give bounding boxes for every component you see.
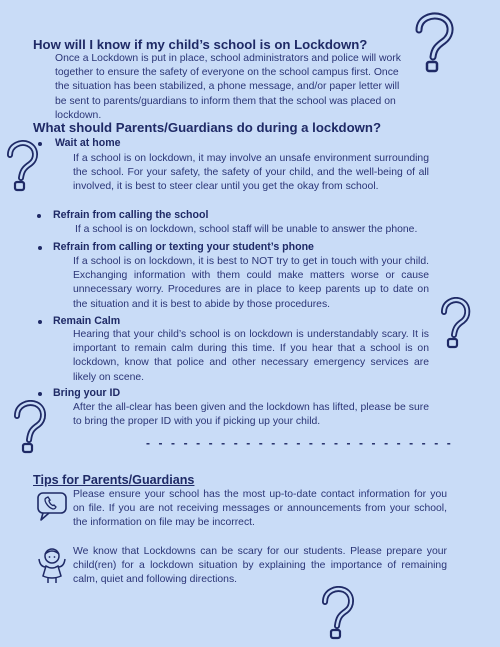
question-mark-icon xyxy=(410,12,456,76)
bullet-body-refrain-texting: If a school is on lockdown, it is best to NOT try to get in touch with your child. Exchanging information with them could make matters worse or cause unnecessary worry. Procedures are in place to keep parents up to date on the situation and it is best to abide by those procedures. xyxy=(73,256,429,310)
dashed-divider: - - - - - - - - - - - - - - - - - - - - - - - - - xyxy=(146,436,454,450)
section-heading-lockdown-notice: How will I know if my child’s school is on Lockdown? xyxy=(33,37,368,52)
bullet-title-bring-id: Bring your ID xyxy=(53,387,121,399)
bullet-body-remain-calm: Hearing that your child’s school is on lockdown is understandably scary. It is important to remain calm during this time. If you hear that a school is on lockdown, know that police and other necessary emergency services are likely on scene. xyxy=(73,329,429,383)
section-heading-what-to-do: What should Parents/Guardians do during a lockdown? xyxy=(33,120,382,135)
bullet-dot xyxy=(38,246,42,250)
bullet-title-wait-at-home: Wait at home xyxy=(55,137,121,149)
child-icon xyxy=(35,546,69,586)
bullet-title-refrain-texting: Refrain from calling or texting your student’s phone xyxy=(53,241,314,253)
lockdown-notice-paragraph: Once a Lockdown is put in place, school administrators and police will work together to ensure the safety of everyone on the school campus first. Once the situation has been stabilized, a phone message, and/or paper letter will be sent to parents/guardians to inform them that the school was placed on lockdown. xyxy=(55,53,401,121)
bullet-dot xyxy=(37,214,41,218)
bullet-title-refrain-calling: Refrain from calling the school xyxy=(53,209,209,221)
bullet-dot xyxy=(38,392,42,396)
question-mark-icon xyxy=(438,297,472,351)
tips-prepare-child: We know that Lockdowns can be scary for our students. Please prepare your child(ren) for a lockdown situation by explaining the importance of remaining calm, quiet and following directions. xyxy=(73,546,447,586)
bullet-body-refrain-calling: If a school is on lockdown, school staff will be unable to answer the phone. xyxy=(75,224,418,235)
question-mark-icon xyxy=(4,140,40,194)
bullet-body-bring-id: After the all-clear has been given and the lockdown has lifted, please be sure to bring the proper ID with you if picking up your child. xyxy=(73,402,429,428)
phone-chat-icon xyxy=(35,490,69,522)
tips-heading: Tips for Parents/Guardians xyxy=(33,473,195,487)
question-mark-icon xyxy=(10,400,50,456)
question-mark-icon xyxy=(318,586,358,642)
bullet-dot xyxy=(38,320,42,324)
bullet-body-wait-at-home: If a school is on lockdown, it may involve an unsafe environment surrounding the school. For your safety, the safety of your child, and the well-being of all involved, it is best to steer clear until you get the okay from school. xyxy=(73,153,429,193)
bullet-title-remain-calm: Remain Calm xyxy=(53,315,121,327)
tips-contact-info: Please ensure your school has the most up-to-date contact information for you on file. If you are not receiving messages or announcements from your school, the information on file may be incorrect. xyxy=(73,489,447,529)
